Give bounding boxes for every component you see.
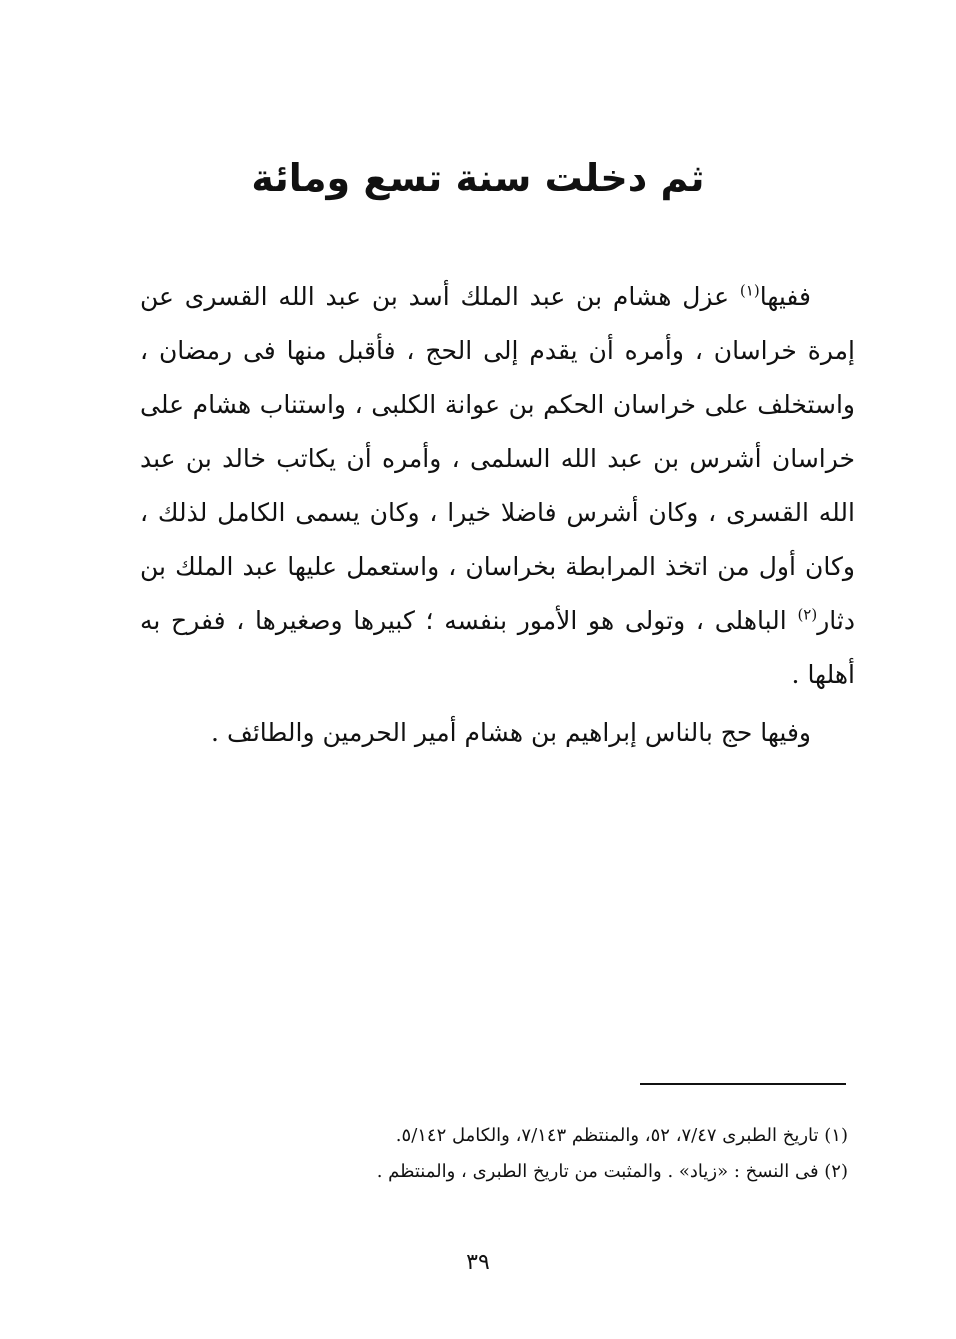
footnote-divider: [640, 1083, 846, 1085]
page-number: ٣٩: [466, 1250, 490, 1275]
paragraph-1-part-1: ففيها: [759, 282, 811, 311]
paragraph-1-part-2: عزل هشام بن عبد الملك أسد بن عبد الله القسرى عن إمرة خراسان ، وأمره أن يقدم إلى الحج ، فأقبل منها فى رمضان ، واستخلف على خراسان الحكم بن عوانة الكلبى ، واستناب هشام على خراسان أشرس بن عبد الله السلمى ، وأمره أن يكاتب خالد بن عبد الله القسرى ، وكان أشرس فاضلا خيرا ، وكان يسمى الكامل لذلك ، وكان أول من اتخذ المرابطة بخراسان ، واستعمل عليها عبد الملك بن دثار: [140, 282, 855, 635]
paragraph-1-part-3: الباهلى ، وتولى هو الأمور بنفسه ؛ كبيرها وصغيرها ، ففرح به أهلها .: [140, 606, 855, 689]
main-text: [140, 270, 855, 760]
footnote-ref-2[interactable]: (٢): [797, 605, 818, 624]
paragraph-2: وفيها حج بالناس إبراهيم بن هشام أمير الحرمين والطائف .: [211, 718, 811, 747]
paragraph-1: [140, 270, 855, 702]
footnote-2: (٢) فى النسخ : «زياد» . والمثبت من تاريخ الطبرى ، والمنتظم .: [376, 1161, 848, 1182]
footnotes: [140, 1118, 848, 1190]
chapter-title: ثم دخلت سنة تسع ومائة: [251, 156, 705, 200]
footnote-1: (١) تاريخ الطبرى ٧/٤٧، ٥٢، والمنتظم ٧/١٤٣، والكامل ٥/١٤٢.: [395, 1125, 848, 1146]
footnote-ref-1[interactable]: (١): [739, 281, 760, 300]
